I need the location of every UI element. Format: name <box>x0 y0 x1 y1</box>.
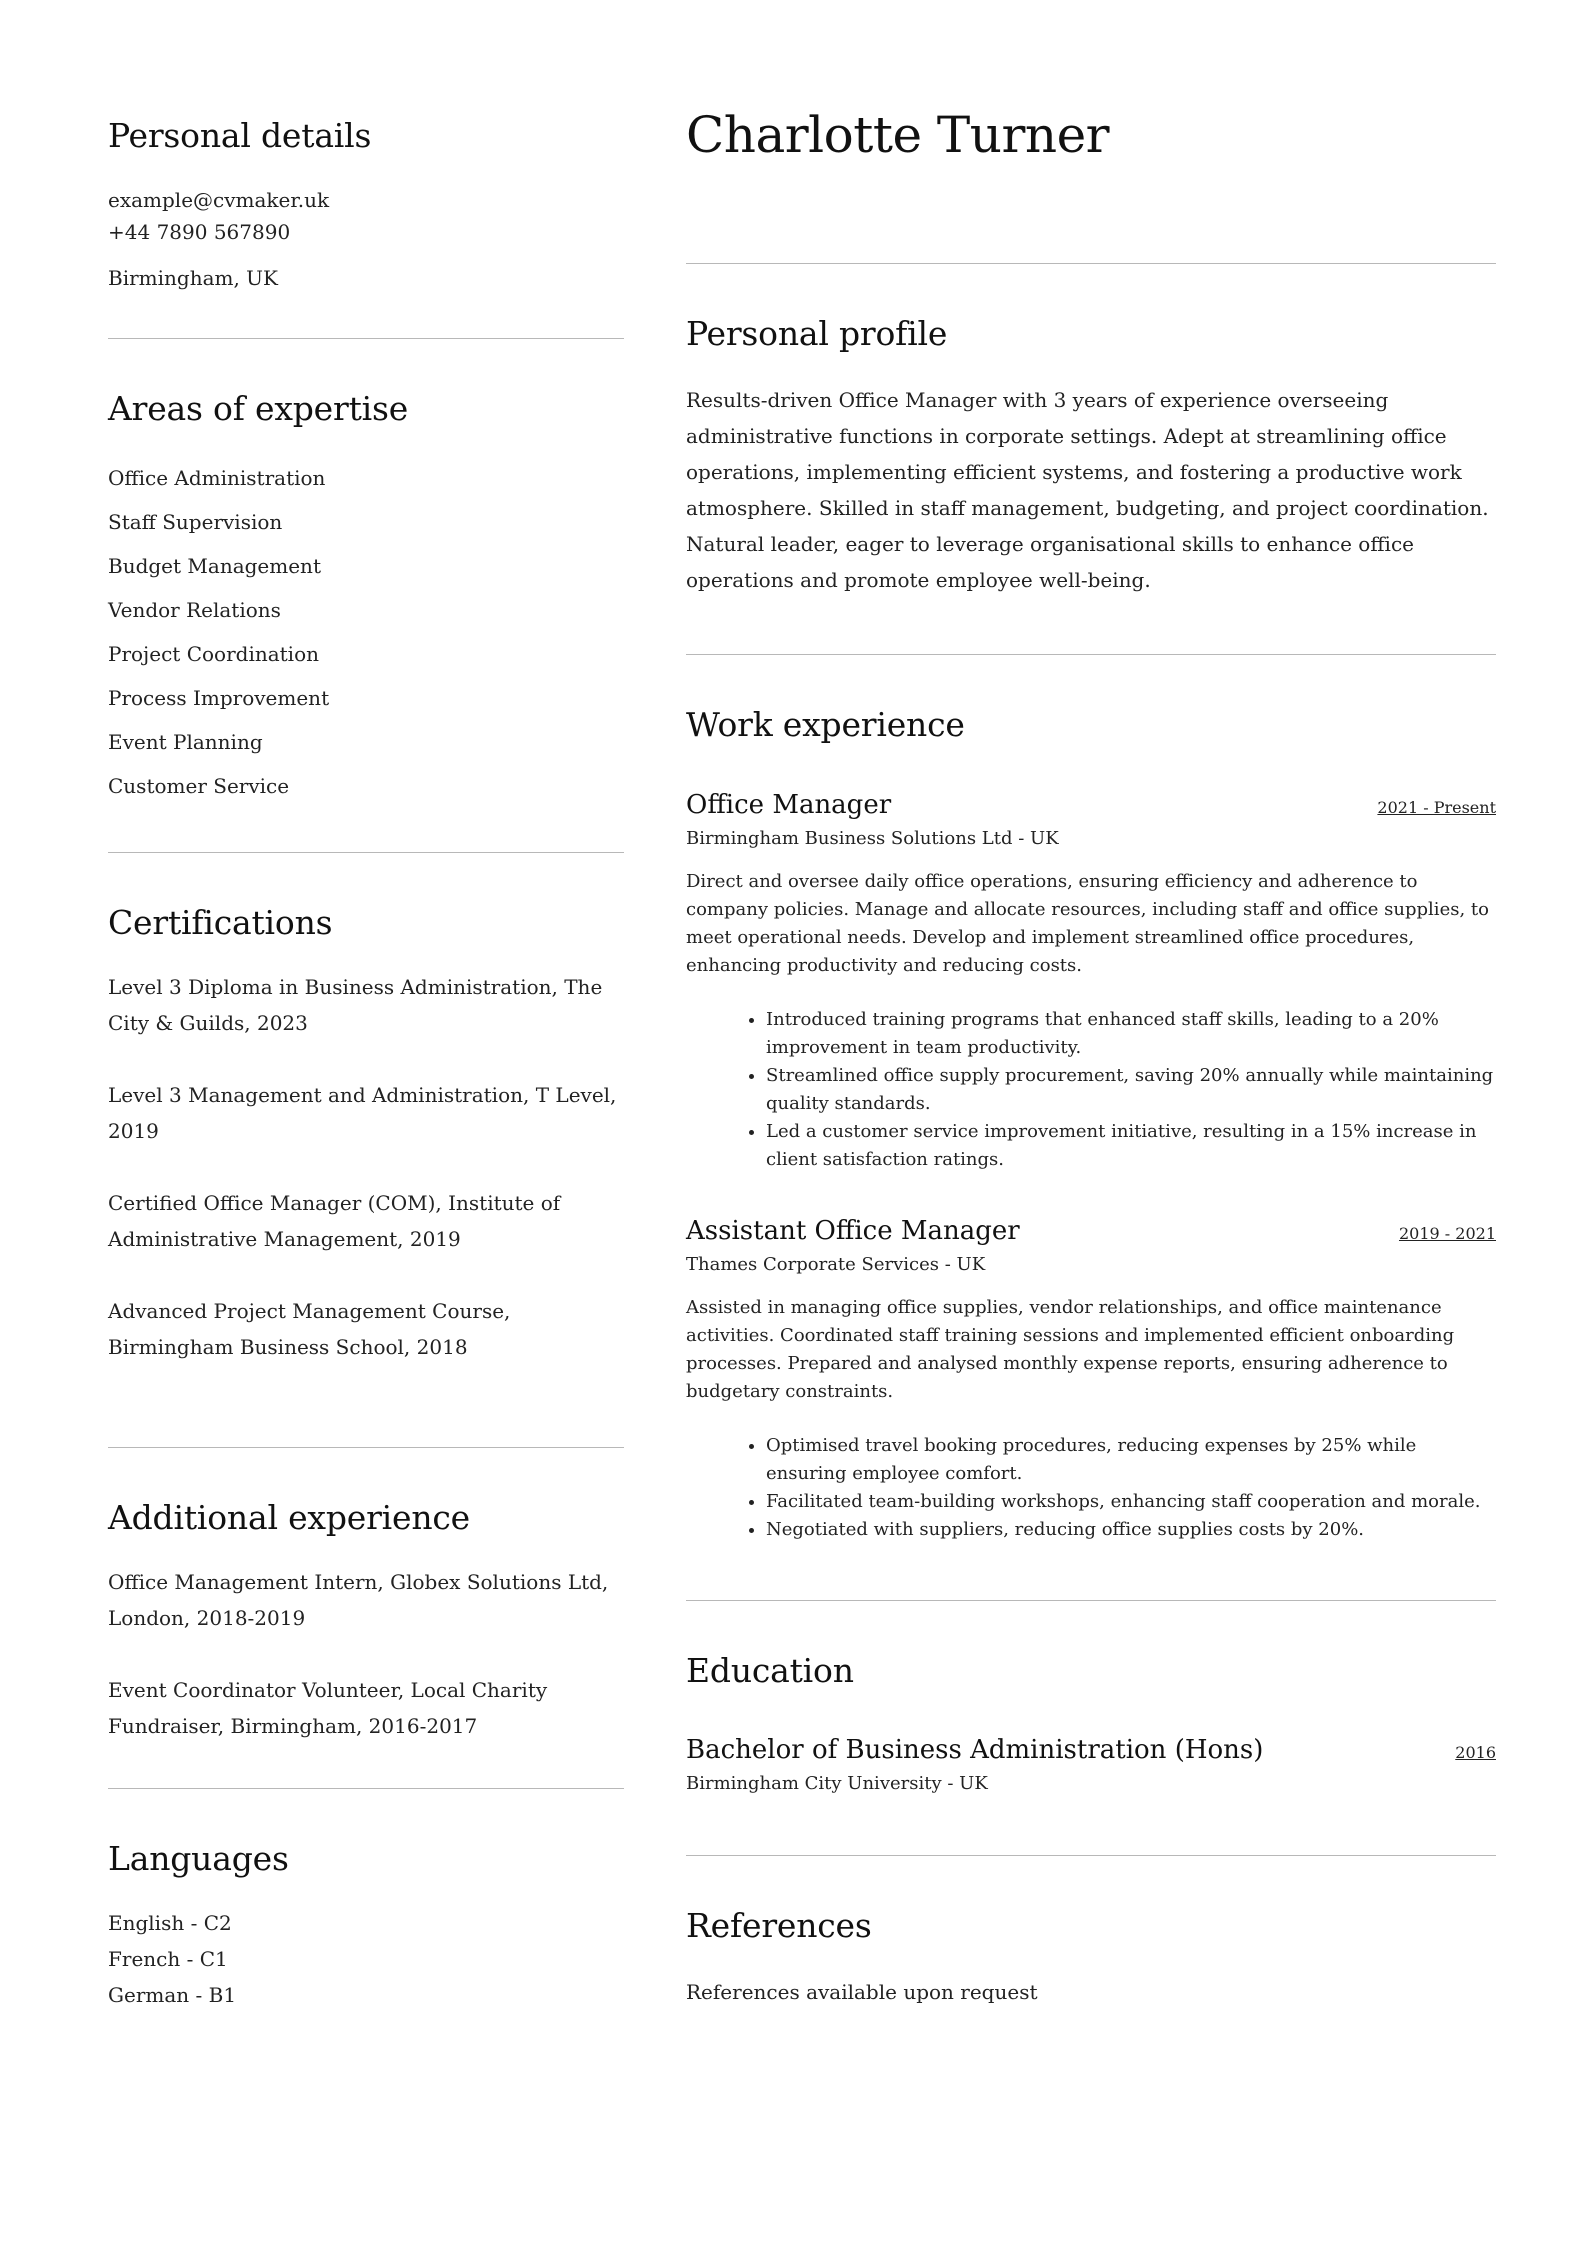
job-achievements <box>686 1432 1496 1544</box>
personal-details-section <box>108 118 624 294</box>
education-title: Education <box>686 1650 854 1690</box>
expertise-item: Project Coordination <box>108 641 319 666</box>
expertise-title: Areas of expertise <box>108 389 409 429</box>
expertise-item: Staff Supervision <box>108 509 283 534</box>
language-item: French - C1 <box>108 1947 228 1972</box>
additional-experience-section <box>108 1497 624 1744</box>
education-section <box>686 1650 1496 1799</box>
language-item: German - B1 <box>108 1983 237 2008</box>
phone: +44 7890 567890 <box>108 220 291 245</box>
expertise-item: Office Administration <box>108 465 326 490</box>
job-date: 2019 - 2021 <box>1398 1223 1496 1243</box>
job-date: 2021 - Present <box>1377 797 1496 817</box>
divider <box>686 263 1496 264</box>
divider <box>686 1855 1496 1856</box>
job-header <box>686 788 1496 822</box>
achievement-item: • Facilitated team-building workshops, enhancing staff cooperation and morale. <box>766 1488 1496 1516</box>
profile-text: Results-driven Office Manager with 3 years of experience overseeing administrative functions in corporate settings. Adept at streamlining office operations, implementing efficient systems, and fostering a productive work atmosphere. Skilled in staff management, budgeting, and project coordination. Natural leader, eager to leverage organisational skills to enhance office operations and promote employee well-being. <box>686 388 1489 593</box>
certification-item: Certified Office Manager (COM), Institute of Administrative Management, 2019 <box>108 1190 561 1251</box>
education-date: 2016 <box>1455 1742 1496 1762</box>
references-title: References <box>686 1905 872 1945</box>
education-header <box>686 1733 1496 1767</box>
job-description: Assisted in managing office supplies, vendor relationships, and office maintenance activities. Coordinated staff training sessions and implemented efficient onboarding processes. Prepared and analysed monthly expense reports, ensuring adherence to budgetary constraints. <box>686 1296 1455 1402</box>
certifications-title: Certifications <box>108 902 333 942</box>
divider <box>108 852 624 853</box>
languages-title: Languages <box>108 1839 289 1879</box>
achievement-item: • Optimised travel booking procedures, reducing expenses by 25% while ensuring employee comfort. <box>766 1432 1496 1488</box>
candidate-name: Charlotte Turner <box>686 106 1110 164</box>
expertise-list <box>108 456 624 808</box>
job-company: Thames Corporate Services - UK <box>686 1253 986 1275</box>
profile-section <box>686 316 1496 598</box>
divider <box>108 1447 624 1448</box>
expertise-section <box>108 391 624 807</box>
job-header <box>686 1214 1496 1248</box>
expertise-item: Customer Service <box>108 773 290 798</box>
education-school: Birmingham City University - UK <box>686 1772 988 1794</box>
certification-item: Level 3 Diploma in Business Administration, The City & Guilds, 2023 <box>108 974 603 1035</box>
expertise-item: Event Planning <box>108 729 263 754</box>
profile-title: Personal profile <box>686 314 948 353</box>
location: Birmingham, UK <box>108 266 278 291</box>
left-column <box>108 118 624 2013</box>
references-section <box>686 1905 1496 2010</box>
achievement-item: • Negotiated with suppliers, reducing office supplies costs by 20%. <box>766 1516 1496 1544</box>
job-achievements <box>686 1006 1496 1174</box>
name-block <box>686 108 1496 263</box>
achievement-item: • Led a customer service improvement initiative, resulting in a 15% increase in client satisfaction ratings. <box>766 1118 1496 1174</box>
expertise-item: Budget Management <box>108 553 321 578</box>
additional-experience-item: Event Coordinator Volunteer, Local Charity Fundraiser, Birmingham, 2016-2017 <box>108 1678 548 1739</box>
job-entry <box>686 788 1496 1174</box>
language-item: English - C2 <box>108 1911 232 1936</box>
certification-item: Advanced Project Management Course, Birmingham Business School, 2018 <box>108 1298 511 1359</box>
achievement-item: • Introduced training programs that enhanced staff skills, leading to a 20% improvement in team productivity. <box>766 1006 1496 1062</box>
certification-item: Level 3 Management and Administration, T Level, 2019 <box>108 1082 617 1143</box>
additional-experience-title: Additional experience <box>108 1497 471 1537</box>
job-company: Birmingham Business Solutions Ltd - UK <box>686 827 1059 849</box>
job-description: Direct and oversee daily office operations, ensuring efficiency and adherence to company policies. Manage and allocate resources, including staff and office supplies, to meet operational needs. Develop and implement streamlined office procedures, enhancing productivity and reducing costs. <box>686 870 1489 976</box>
job-title: Assistant Office Manager <box>686 1215 1020 1246</box>
languages-section <box>108 1841 624 2013</box>
divider <box>108 338 624 339</box>
work-experience-section <box>686 707 1496 1543</box>
achievement-item: • Streamlined office supply procurement, saving 20% annually while maintaining quality standards. <box>766 1062 1496 1118</box>
job-entry <box>686 1214 1496 1544</box>
divider <box>108 1788 624 1789</box>
references-text: References available upon request <box>686 1980 1038 2005</box>
divider <box>686 1600 1496 1601</box>
email: example@cvmaker.uk <box>108 188 330 213</box>
work-experience-title: Work experience <box>686 705 965 745</box>
personal-details-title: Personal details <box>108 116 372 155</box>
degree-title: Bachelor of Business Administration (Hons) <box>686 1734 1264 1765</box>
certifications-section <box>108 902 624 1365</box>
expertise-item: Process Improvement <box>108 685 330 710</box>
additional-experience-item: Office Management Intern, Globex Solutions Ltd, London, 2018-2019 <box>108 1570 609 1631</box>
job-title: Office Manager <box>686 789 892 820</box>
expertise-item: Vendor Relations <box>108 597 281 622</box>
right-column <box>686 108 1496 2010</box>
divider <box>686 654 1496 655</box>
